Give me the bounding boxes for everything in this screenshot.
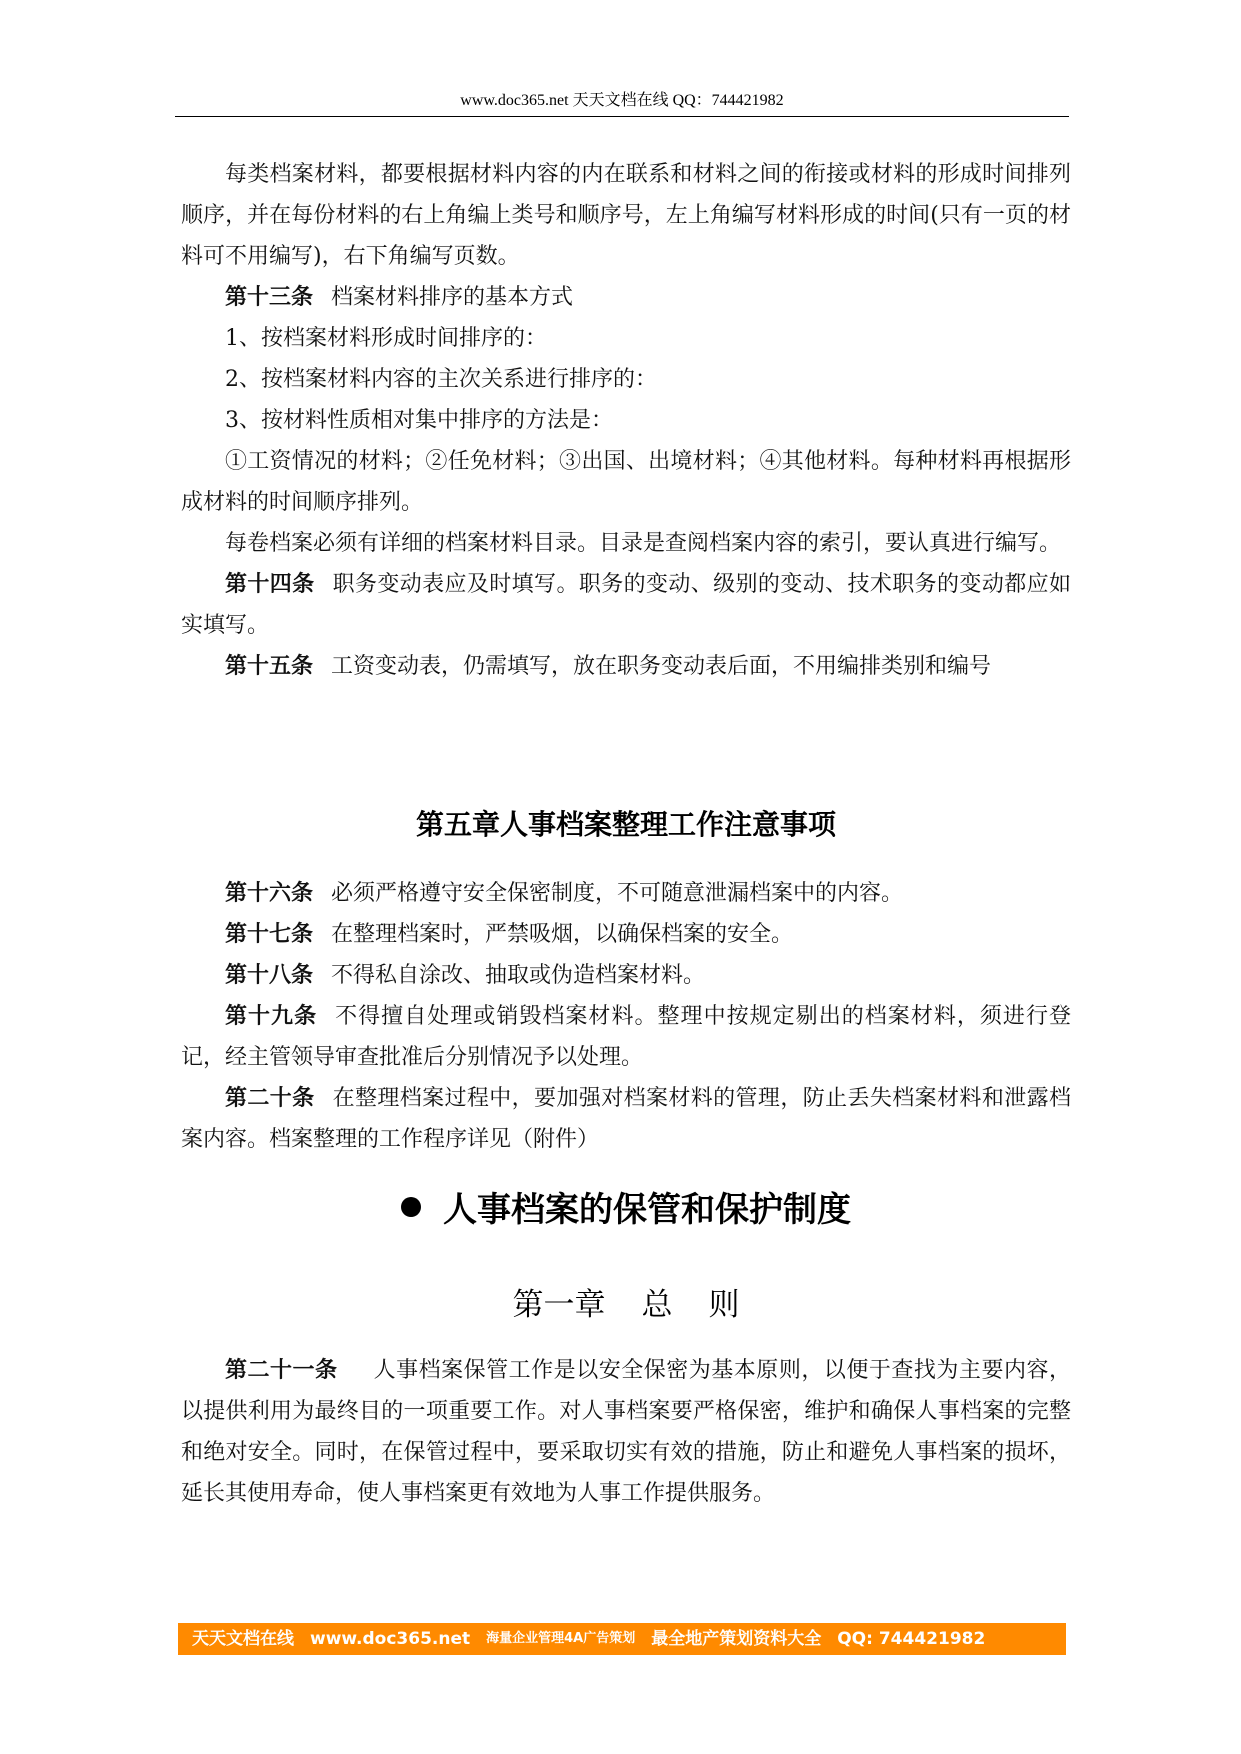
article-21 [181, 1350, 1071, 1514]
article-17-text: 在整理档案时，严禁吸烟，以确保档案的安全。 [331, 922, 794, 947]
article-21-label: 第二十一条 [225, 1358, 338, 1383]
article-13 [181, 277, 1071, 318]
list-item-1: 1、按档案材料形成时间排序的： [225, 326, 547, 351]
article-21-text: 人事档案保管工作是以安全保密为基本原则，以便于查找为主要内容，以提供利用为最终目的一项重要工作。对人事档案要严格保密，维护和确保人事档案的完整和绝对安全。同时，在保管过程中，要采取切实有效的措施，防止和避免人事档案的损坏，延长其使用寿命，使人事档案更有效地为人事工作提供服务。 [181, 1358, 1071, 1506]
paragraph-categories: ①工资情况的材料；②任免材料；③出国、出境材料；④其他材料。每种材料再根据形成材料的时间顺序排列。 [181, 449, 1071, 515]
article-18-text: 不得私自涂改、抽取或伪造档案材料。 [331, 963, 706, 988]
body-block-1 [181, 154, 1071, 687]
chapter-5-title: 第五章人事档案整理工作注意事项 [415, 808, 836, 841]
section-title-text: 人事档案的保管和保护制度 [443, 1190, 851, 1230]
article-17 [181, 914, 1071, 955]
article-15-text: 工资变动表，仍需填写，放在职务变动表后面，不用编排类别和编号 [331, 654, 992, 679]
article-20-text: 在整理档案过程中，要加强对档案材料的管理，防止丢失档案材料和泄露档案内容。档案整理的工作程序详见（附件） [181, 1086, 1071, 1152]
footer-url[interactable]: www.doc365.net [310, 1629, 471, 1649]
body-block-3 [181, 1350, 1071, 1514]
paragraph-catalog: 每卷档案必须有详细的档案材料目录。目录是查阅档案内容的索引，要认真进行编写。 [225, 531, 1062, 556]
article-16-text: 必须严格遵守安全保密制度，不可随意泄漏档案中的内容。 [331, 881, 904, 906]
chapter-1-part3: 则 [708, 1287, 740, 1323]
article-14 [181, 564, 1071, 646]
article-14-label: 第十四条 [225, 572, 315, 597]
article-16 [181, 873, 1071, 914]
article-13-text: 档案材料排序的基本方式 [331, 285, 574, 310]
article-13-label: 第十三条 [225, 285, 314, 310]
paragraph-ordering: 每类档案材料，都要根据材料内容的内在联系和材料之间的衔接或材料的形成时间排列顺序，并在每份材料的右上角编上类号和顺序号，左上角编写材料形成的时间(只有一页的材料可不用编写)，右下角编写页数。 [181, 162, 1071, 269]
article-19-label: 第十九条 [225, 1004, 318, 1029]
article-15 [181, 646, 1071, 687]
chapter-1-title [181, 1283, 1071, 1327]
article-19 [181, 996, 1071, 1078]
article-14-text: 职务变动表应及时填写。职务的变动、级别的变动、技术职务的变动都应如实填写。 [181, 572, 1071, 638]
chapter-1-part1: 第一章 [512, 1287, 606, 1323]
list-item-3: 3、按材料性质相对集中排序的方法是： [225, 408, 613, 433]
article-17-label: 第十七条 [225, 922, 314, 947]
article-20-label: 第二十条 [225, 1086, 315, 1111]
footer-slogan-2: 最全地产策划资料大全 [651, 1629, 822, 1649]
article-19-text: 不得擅自处理或销毁档案材料。整理中按规定剔出的档案材料，须进行登记，经主管领导审查批准后分别情况予以处理。 [181, 1004, 1071, 1070]
footer-site-name: 天天文档在线 [192, 1629, 294, 1649]
section-title [181, 1186, 1071, 1234]
chapter-1-part2: 总 [641, 1287, 673, 1323]
bullet-icon [401, 1197, 421, 1217]
footer-slogan-1: 海量企业管理4A广告策划 [486, 1631, 636, 1646]
list-item-2: 2、按档案材料内容的主次关系进行排序的： [225, 367, 657, 392]
article-18 [181, 955, 1071, 996]
header-divider [175, 116, 1069, 117]
body-block-2 [181, 873, 1071, 1160]
page-header: www.doc365.net 天天文档在线 QQ：744421982 [460, 92, 784, 109]
article-16-label: 第十六条 [225, 881, 314, 906]
footer-qq: QQ: 744421982 [837, 1629, 986, 1649]
article-15-label: 第十五条 [225, 654, 314, 679]
footer-banner [178, 1623, 1066, 1655]
article-18-label: 第十八条 [225, 963, 314, 988]
article-20 [181, 1078, 1071, 1160]
